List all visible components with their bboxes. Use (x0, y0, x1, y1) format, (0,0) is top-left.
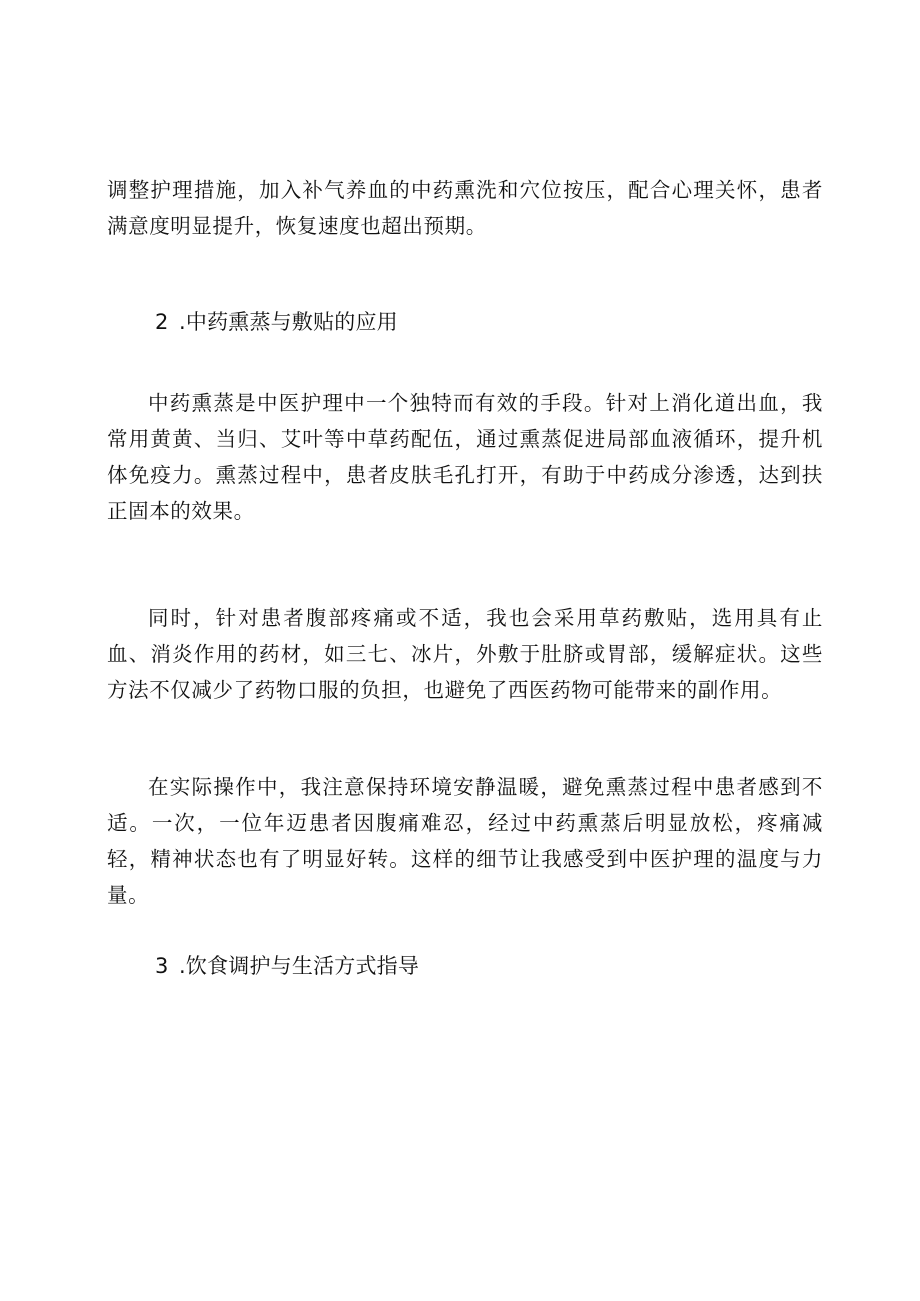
section-2-paragraph-2: 同时，针对患者腹部疼痛或不适，我也会采用草药敷贴，选用具有止血、消炎作用的药材，如三七、冰片，外敷于肚脐或胃部，缓解症状。这些方法不仅减少了药物口服的负担，也避免了西医药物可能带来的副作用。 (107, 606, 823, 702)
section-2-paragraph-1: 中药熏蒸是中医护理中一个独特而有效的手段。针对上消化道出血，我常用黄黄、当归、艾叶等中草药配伍，通过熏蒸促进局部血液循环，提升机体免疫力。熏蒸过程中，患者皮肤毛孔打开，有助于中药成分渗透，达到扶正固本的效果。 (107, 391, 823, 523)
section-2-heading (155, 306, 398, 338)
intro-paragraph: 调整护理措施，加入补气养血的中药熏洗和穴位按压，配合心理关怀，患者满意度明显提升，恢复速度也超出预期。 (107, 178, 823, 238)
section-2-title: .中药熏蒸与敷贴的应用 (179, 310, 398, 334)
section-3-number: 3 (155, 954, 169, 978)
section-3-title: .饮食调护与生活方式指导 (179, 954, 420, 978)
section-2-paragraph-3: 在实际操作中，我注意保持环境安静温暖，避免熏蒸过程中患者感到不适。一次，一位年迈患者因腹痛难忍，经过中药熏蒸后明显放松，疼痛减轻，精神状态也有了明显好转。这样的细节让我感受到中医护理的温度与力量。 (107, 775, 823, 907)
section-2-number: 2 (155, 310, 169, 334)
section-3-heading (155, 950, 419, 982)
